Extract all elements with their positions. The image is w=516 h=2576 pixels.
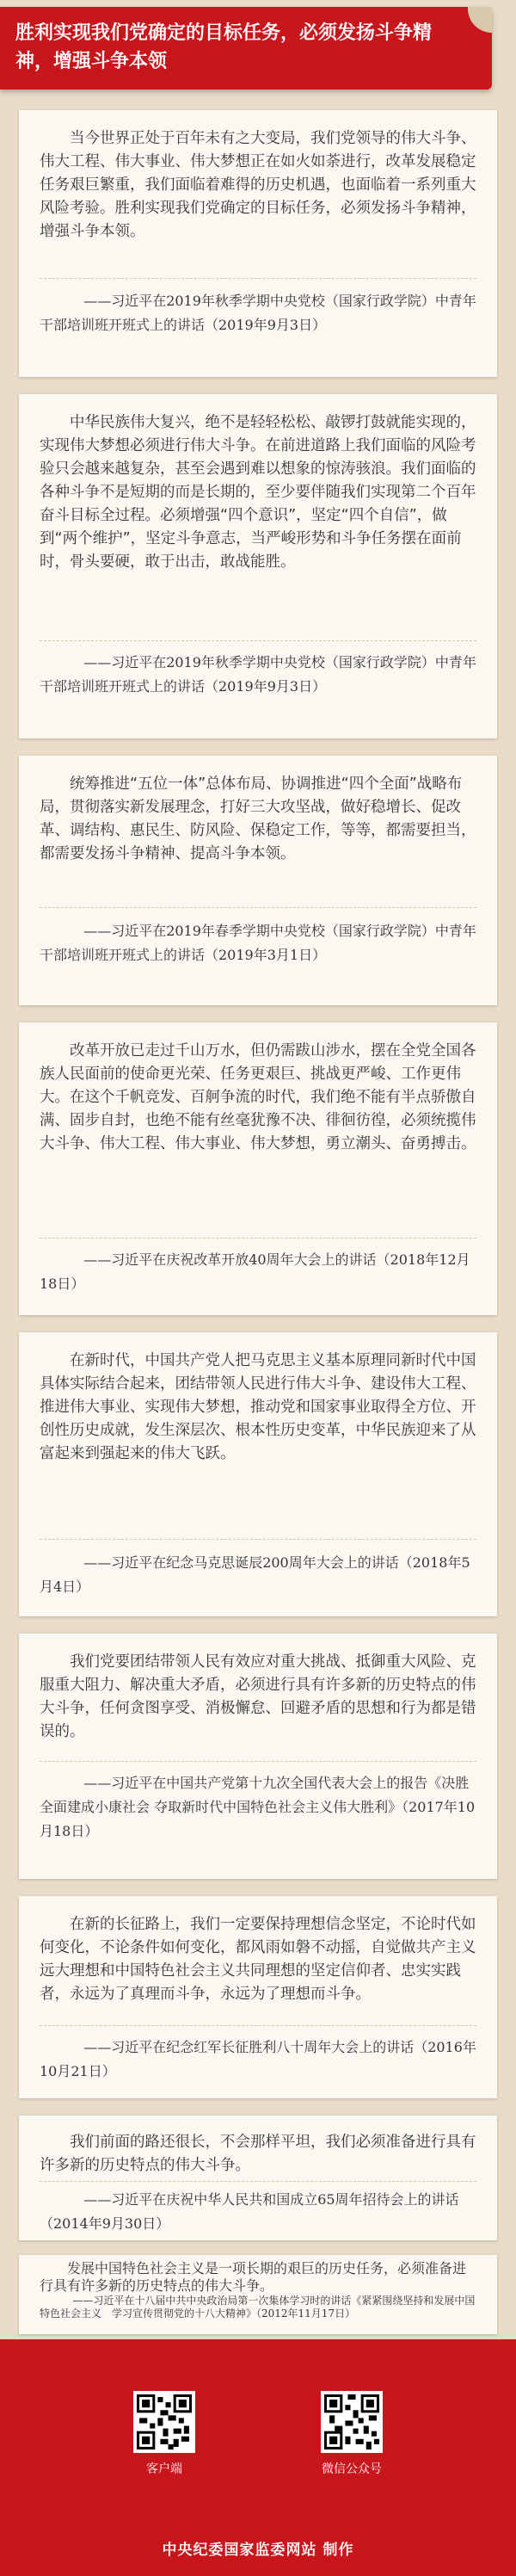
- qr-code-client[interactable]: [133, 2391, 195, 2453]
- quote-text: 我们党要团结带领人民有效应对重大挑战、抵御重大风险、克服重大阻力、解决重大矛盾，必须进行具有许多新的历史特点的伟大斗争，任何贪图享受、消极懈怠、回避矛盾的思想和行为都是错误的。: [40, 1653, 476, 1740]
- page-title: 胜利实现我们党确定的目标任务，必须发扬斗争精神，增强斗争本领: [15, 22, 433, 72]
- divider: [40, 907, 476, 908]
- footer-credit: 中央纪委国家监委网站 制作: [162, 2542, 354, 2559]
- quote-card: [19, 1022, 497, 1315]
- quote-text: 统筹推进“五位一体”总体布局、协调推进“四个全面”战略布局，贯彻落实新发展理念，打好三大攻坚战，做好稳增长、促改革、调结构、惠民生、防风险、保稳定工作，等等，都需要担当，都需要发扬斗争精神、提高斗争本领。: [40, 775, 476, 862]
- divider: [40, 640, 476, 641]
- divider: [40, 1238, 476, 1239]
- quote-text: 改革开放已走过千山万水，但仍需跋山涉水，摆在全党全国各族人民面前的使命更光荣、任务更艰巨、挑战更严峻、工作更伟大。在这个千帆竞发、百舸争流的时代，我们绝不能有半点骄傲自满、固步自封，也绝不能有丝毫犹豫不决、徘徊彷徨，必须统揽伟大斗争、伟大工程、伟大事业、伟大梦想，勇立潮头、奋勇搏击。: [40, 1042, 476, 1152]
- divider: [40, 1761, 476, 1762]
- quote-card: [19, 110, 497, 377]
- qr-code-icon: [137, 2394, 192, 2449]
- quote-source: ——习近平在庆祝改革开放40周年大会上的讲话（2018年12月18日）: [40, 1251, 470, 1292]
- quote-card: [19, 2255, 497, 2334]
- quote-source: ——习近平在中国共产党第十九次全国代表大会上的报告《决胜全面建成小康社会 夺取新时代中国特色社会主义伟大胜利》（2017年10月18日）: [40, 1775, 476, 1839]
- quote-source: ——习近平在纪念马克思诞辰200周年大会上的讲话（2018年5月4日）: [40, 1554, 470, 1595]
- quote-card: [19, 2116, 497, 2240]
- qr-code-wechat[interactable]: [321, 2391, 383, 2453]
- quote-card: [19, 1332, 497, 1616]
- divider: [40, 278, 476, 279]
- quote-source: ——习近平在十八届中共中央政治局第一次集体学习时的讲话《紧紧围绕坚持和发展中国特色社会主义 学习宣传贯彻党的十八大精神》（2012年11月17日）: [40, 2295, 476, 2320]
- quote-text: 当今世界正处于百年未有之大变局，我们党领导的伟大斗争、伟大工程、伟大事业、伟大梦想正在如火如荼进行，改革发展稳定任务艰巨繁重，我们面临着难得的历史机遇，也面临着一系列重大风险考验。胜利实现我们党确定的目标任务，必须发扬斗争精神，增强斗争本领。: [40, 130, 476, 240]
- quote-source: ——习近平在庆祝中华人民共和国成立65周年招待会上的讲话（2014年9月30日）: [40, 2191, 459, 2232]
- divider: [40, 1539, 476, 1540]
- divider: [40, 2181, 476, 2182]
- qr-right-label: 微信公众号: [322, 2462, 382, 2476]
- quote-text: 在新时代，中国共产党人把马克思主义基本原理同新时代中国具体实际结合起来，团结带领人民进行伟大斗争、建设伟大工程、推进伟大事业、实现伟大梦想，推动党和国家事业取得全方位、开创性历史成就，发生深层次、根本性历史变革，中华民族迎来了从富起来到强起来的伟大飞跃。: [40, 1352, 476, 1462]
- banner-fold-decoration: [468, 7, 492, 33]
- quote-source: ——习近平在2019年秋季学期中央党校（国家行政学院）中青年干部培训班开班式上的讲话（2019年9月3日）: [40, 654, 476, 695]
- quote-card: [19, 756, 497, 1005]
- quote-source: ——习近平在2019年春季学期中央党校（国家行政学院）中青年干部培训班开班式上的讲话（2019年3月1日）: [40, 923, 476, 963]
- quote-card: [19, 394, 497, 738]
- header-banner: [0, 7, 492, 90]
- quote-source: ——习近平在纪念红军长征胜利八十周年大会上的讲话（2016年10月21日）: [40, 2039, 476, 2079]
- quote-text: 发展中国特色社会主义是一项长期的艰巨的历史任务，必须准备进行具有许多新的历史特点的伟大斗争。: [40, 2260, 467, 2294]
- quote-source: ——习近平在2019年秋季学期中央党校（国家行政学院）中青年干部培训班开班式上的讲话（2019年9月3日）: [40, 293, 476, 333]
- quote-text: 在新的长征路上，我们一定要保持理想信念坚定，不论时代如何变化，不论条件如何变化，都风雨如磐不动摇，自觉做共产主义远大理想和中国特色社会主义共同理想的坚定信仰者、忠实实践者，永远为了真理而斗争，永远为了理想而斗争。: [40, 1916, 476, 2003]
- quote-card: [19, 1896, 497, 2098]
- quote-card: [19, 1634, 497, 1879]
- quote-text: 中华民族伟大复兴，绝不是轻轻松松、敲锣打鼓就能实现的，实现伟大梦想必须进行伟大斗争。在前进道路上我们面临的风险考验只会越来越复杂，甚至会遇到难以想象的惊涛骇浪。我们面临的各种斗争不是短期的而是长期的，至少要伴随我们实现第二个百年奋斗目标全过程。必须增强“四个意识”，坚定“四个自信”，做到“两个维护”，坚定斗争意志，当严峻形势和斗争任务摆在面前时，骨头要硬，敢于出击，敢战能胜。: [40, 414, 476, 571]
- quote-text: 我们前面的路还很长，不会那样平坦，我们必须准备进行具有许多新的历史特点的伟大斗争。: [40, 2134, 476, 2174]
- qr-left-label: 客户端: [146, 2462, 182, 2476]
- footer: [0, 2339, 516, 2576]
- divider: [40, 2025, 476, 2026]
- qr-code-icon: [324, 2394, 379, 2449]
